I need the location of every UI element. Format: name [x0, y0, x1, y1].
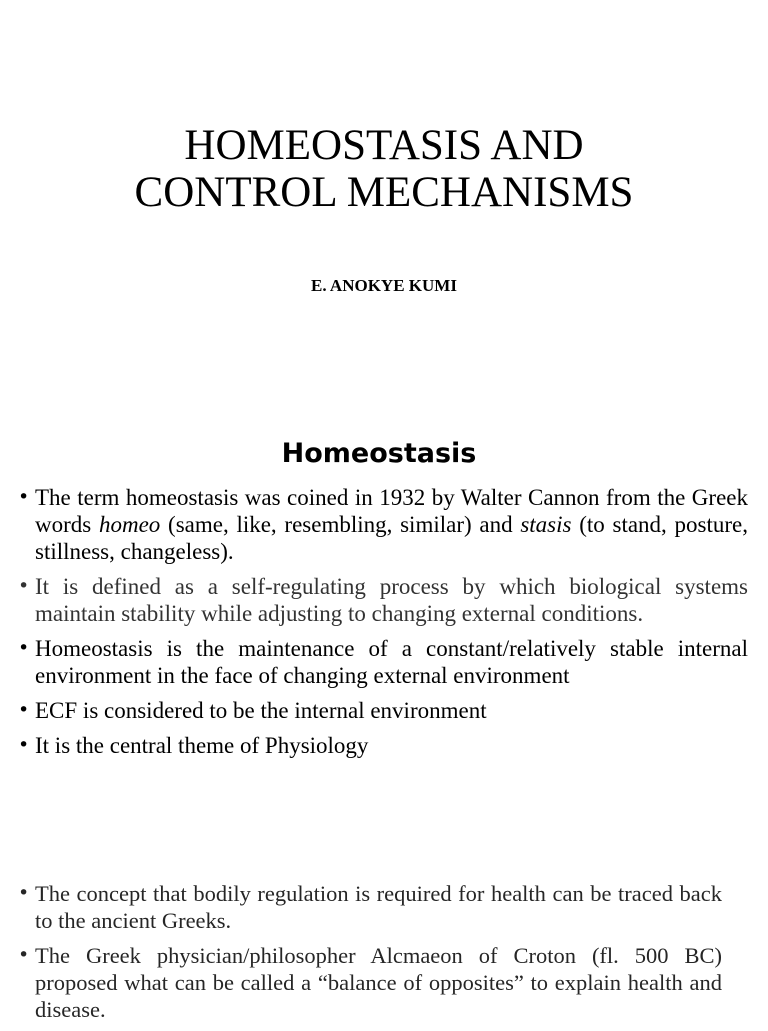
italic-term: homeo — [98, 512, 161, 537]
bullet-icon: • — [18, 882, 30, 904]
bullet-list — [18, 880, 722, 1031]
bullet-icon: • — [18, 637, 30, 659]
bullet-icon: • — [18, 486, 30, 508]
bullet-icon: • — [18, 575, 30, 597]
bullet-item — [18, 942, 722, 1023]
bullet-item — [18, 573, 748, 627]
bullet-text: The concept that bodily regulation is required for health can be traced back to the ancient Greeks. — [35, 881, 722, 933]
bullet-item — [18, 697, 748, 724]
bullet-text: ECF is considered to be the internal environment — [35, 698, 487, 723]
bullet-text: It is defined as a self-regulating process by which biological systems maintain stability while adjusting to changing external conditions. — [35, 574, 748, 626]
title-line-1: HOMEOSTASIS AND — [184, 122, 584, 169]
bullet-list — [18, 484, 748, 767]
bullet-text: (to stand, posture, stillness, changeless). — [35, 512, 748, 564]
bullet-icon: • — [18, 734, 30, 756]
history-slide — [0, 860, 768, 1024]
homeostasis-slide — [0, 400, 768, 820]
slide-heading: Homeostasis — [281, 438, 477, 469]
bullet-item — [18, 732, 748, 759]
title-line-2: CONTROL MECHANISMS — [134, 169, 634, 216]
slide-title — [0, 122, 768, 216]
bullet-icon: • — [18, 944, 30, 966]
bullet-item — [18, 484, 748, 565]
italic-term: stasis — [520, 512, 572, 537]
author-name: E. ANOKYE KUMI — [311, 276, 457, 295]
bullet-text: The term homeostasis was coined in 1932 by Walter Cannon from the Greek words — [35, 485, 748, 537]
bullet-text: The Greek physician/philosopher Alcmaeon of Croton (fl. 500 BC) proposed what can be called a “balance of opposites” to explain health and disease. — [35, 943, 722, 1022]
bullet-text: Homeostasis is the maintenance of a constant/relatively stable internal environment in the face of changing external environment — [35, 636, 748, 688]
title-slide — [0, 0, 768, 400]
bullet-text: (same, like, resembling, similar) and — [160, 512, 521, 537]
bullet-item — [18, 880, 722, 934]
bullet-icon: • — [18, 699, 30, 721]
bullet-item — [18, 635, 748, 689]
bullet-text: It is the central theme of Physiology — [35, 733, 369, 758]
